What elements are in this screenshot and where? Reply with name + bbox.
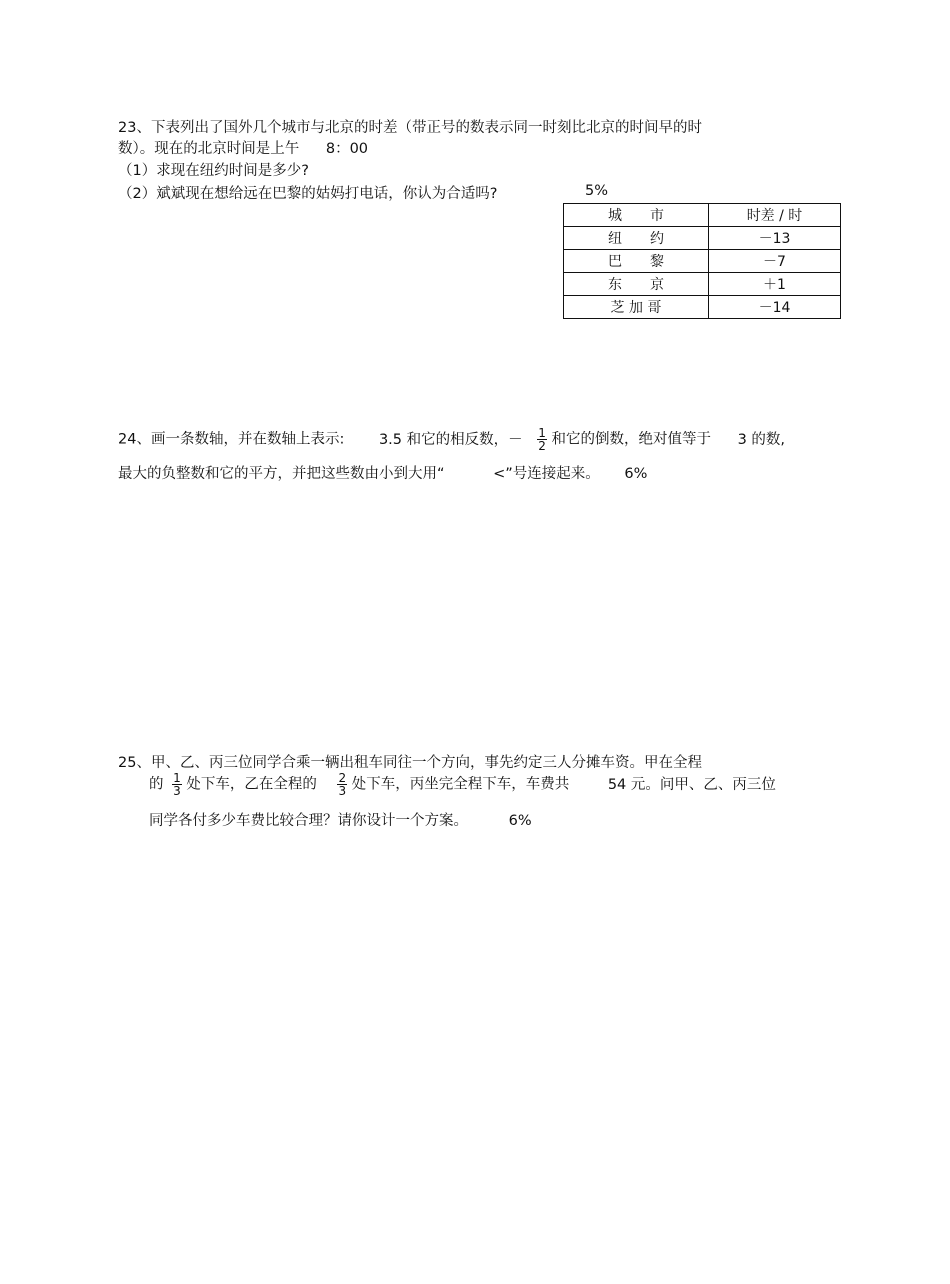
q24-text-d: 3 的数, <box>737 431 786 448</box>
q25-fraction1-numerator: 1 <box>173 771 181 785</box>
table-cell-city: 纽 约 <box>564 227 709 250</box>
table-cell-diff: －14 <box>709 296 841 319</box>
q24-fraction-denominator: 2 <box>538 439 546 453</box>
table-header-diff: 时差 / 时 <box>709 204 841 227</box>
time-difference-table <box>563 203 841 319</box>
q25-fraction-one-third <box>172 772 182 797</box>
q25-fraction-two-thirds <box>337 772 347 797</box>
q24-fraction <box>537 427 547 452</box>
table-cell-diff: ＋1 <box>709 273 841 296</box>
q24-text-c: 和它的倒数，绝对值等于 <box>551 431 711 448</box>
q24-line2 <box>118 462 647 483</box>
q23-beijing-time: 8：00 <box>325 141 369 157</box>
q23-sub2: （2）斌斌现在想给远在巴黎的姑妈打电话，你认为合适吗? <box>118 186 498 202</box>
q24-text-e: 最大的负整数和它的平方，并把这些数由小到大用“ <box>118 466 445 482</box>
q23-line2-text: 数）。现在的北京时间是上午 <box>118 141 300 157</box>
q23-line2 <box>118 137 368 158</box>
q25-fraction2-numerator: 2 <box>338 771 347 785</box>
q23-score: 5% <box>585 183 609 199</box>
table-row <box>564 296 841 319</box>
table-cell-diff: －13 <box>709 227 841 250</box>
q25-fraction2-denominator: 3 <box>338 784 347 798</box>
q23-sub1: （1）求现在纽约时间是多少? <box>118 163 309 179</box>
q24-score: 6% <box>624 466 648 482</box>
table-cell-city: 东 京 <box>564 273 709 296</box>
q24-text-b: 3.5 和它的相反数，－ <box>378 431 523 448</box>
q25-line2 <box>149 772 776 797</box>
q25-fraction1-denominator: 3 <box>173 784 181 798</box>
q25-text-e: 同学各付多少车费比较合理？请你设计一个方案。 <box>149 813 468 829</box>
table-row <box>564 250 841 273</box>
table-cell-city: 巴 黎 <box>564 250 709 273</box>
q25-line1: 25、甲、乙、丙三位同学合乘一辆出租车同往一个方向，事先约定三人分摊车资。甲在全程 <box>118 755 702 771</box>
q24-text-f: <”号连接起来。 <box>493 466 600 482</box>
q25-text-c: 处下车，丙坐完全程下车，车费共 <box>351 776 570 793</box>
q25-text-b: 处下车，乙在全程的 <box>186 776 317 793</box>
q24-text-a: 24、画一条数轴，并在数轴上表示: <box>118 431 345 448</box>
q23-line1: 23、下表列出了国外几个城市与北京的时差（带正号的数表示同一时刻比北京的时间早的时 <box>118 120 702 136</box>
table-header-city: 城 市 <box>564 204 709 227</box>
q25-text-a: 的 <box>149 776 164 793</box>
table-row <box>564 227 841 250</box>
q25-text-d: 54 元。问甲、乙、丙三位 <box>607 776 776 793</box>
q25-score: 6% <box>508 813 532 829</box>
q24-fraction-numerator: 1 <box>538 426 546 440</box>
q25-line3 <box>149 809 532 830</box>
table-cell-diff: －7 <box>709 250 841 273</box>
q24-line1 <box>118 427 785 452</box>
table-cell-city: 芝 加 哥 <box>564 296 709 319</box>
table-header-row <box>564 204 841 227</box>
table-row <box>564 273 841 296</box>
